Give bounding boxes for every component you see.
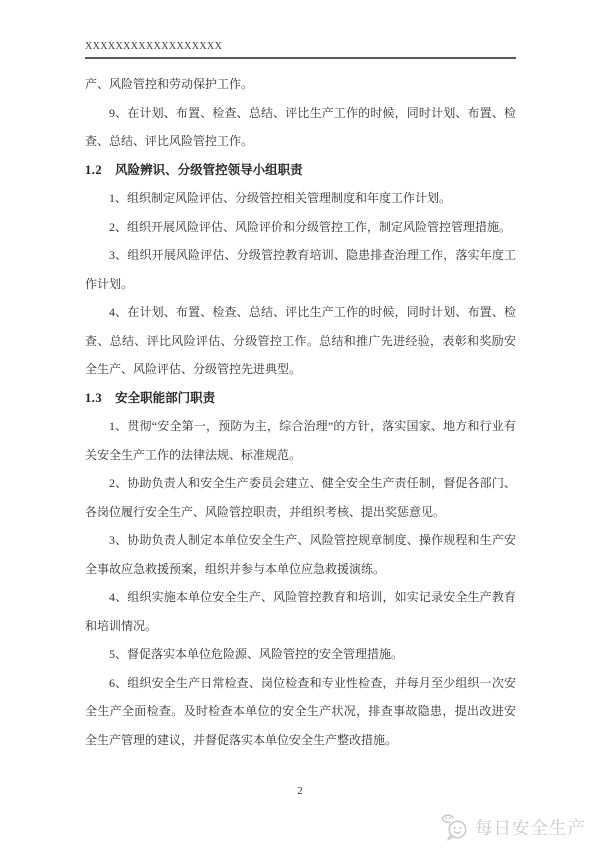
section-title: 安全职能部门职责 xyxy=(115,390,216,405)
wechat-account-logo-icon xyxy=(440,814,470,841)
body-paragraph: 5、督促落实本单位危险源、风险管控的安全管理措施。 xyxy=(109,647,404,661)
watermark xyxy=(440,814,586,841)
section-number: 1.3 xyxy=(85,390,103,405)
body-paragraph: 2、组织开展风险评估、风险评价和分级管控工作，制定风险管控管理措施。 xyxy=(109,219,512,234)
section-number: 1.2 xyxy=(85,162,103,177)
body-paragraph: 6、组织安全生产日常检查、岗位检查和专业性检查，并每月至少组织一次安全生产全面检查。及时检查本单位的安全生产状况，排查事故隐患，提出改进安全生产管理的建议，并督促落实本单位安全生产整改措施。 xyxy=(85,675,516,747)
section-title: 风险辨识、分级管控领导小组职责 xyxy=(115,162,303,177)
section-heading xyxy=(85,156,516,185)
body-paragraph: 2、协助负责人和安全生产委员会建立、健全安全生产责任制，督促各部门、各岗位履行安全生产、风险管控职责，并组织考核、提出奖惩意见。 xyxy=(85,476,516,519)
document-body xyxy=(85,70,516,754)
body-paragraph: 产、风险管控和劳动保护工作。 xyxy=(85,77,254,91)
header-title: XXXXXXXXXXXXXXXXXX xyxy=(85,41,223,52)
section-heading xyxy=(85,384,516,413)
watermark-text: 每日安全生产 xyxy=(475,818,586,838)
body-paragraph: 4、组织实施本单位安全生产、风险管控教育和培训，如实记录安全生产教育和培训情况。 xyxy=(85,590,516,633)
body-paragraph: 1、贯彻“安全第一，预防为主，综合治理”的方针，落实国家、地方和行业有关安全生产工作的法律法规、标准规范。 xyxy=(85,419,516,462)
body-paragraph: 1、组织制定风险评估、分级管控相关管理制度和年度工作计划。 xyxy=(109,191,452,205)
body-paragraph: 9、在计划、布置、检查、总结、评比生产工作的时候，同时计划、布置、检查、总结、评比风险管控工作。 xyxy=(85,105,516,148)
page-header xyxy=(85,36,516,59)
page-number: 2 xyxy=(297,785,303,797)
body-paragraph: 3、协助负责人制定本单位安全生产、风险管控规章制度、操作规程和生产安全事故应急救援预案，组织并参与本单位应急救援演练。 xyxy=(85,533,516,576)
body-paragraph: 4、在计划、布置、检查、总结、评比生产工作的时候，同时计划、布置、检查、总结、评比风险评估、分级管控工作。总结和推广先进经验，表彰和奖励安全生产、风险评估、分级管控先进典型。 xyxy=(85,305,516,376)
body-paragraph: 3、组织开展风险评估、分级管控教育培训、隐患排查治理工作，落实年度工作计划。 xyxy=(85,248,516,291)
